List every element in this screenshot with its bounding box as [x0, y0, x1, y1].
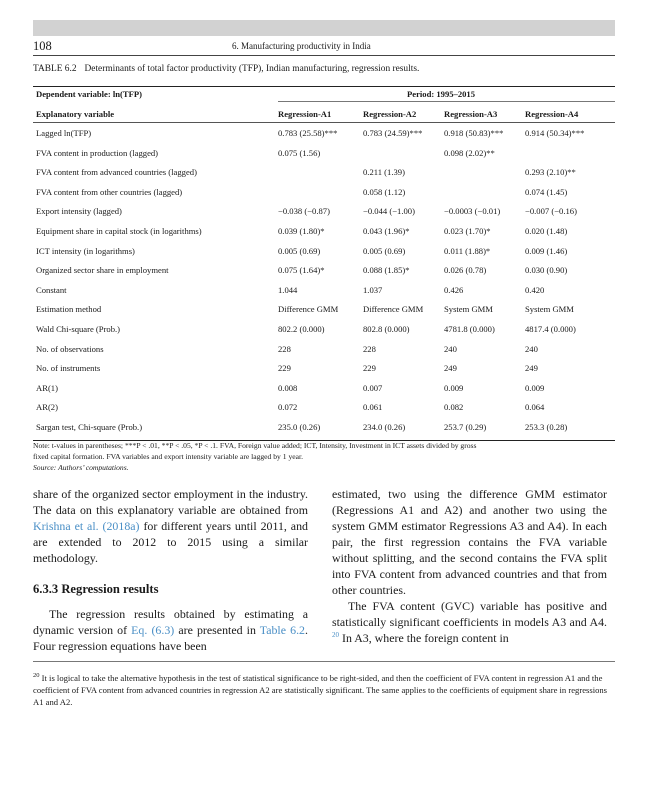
table-label: TABLE 6.2 [33, 64, 77, 74]
table-cell-a1: 0.008 [278, 382, 298, 393]
column-header-a2: Regression-A2 [363, 109, 417, 119]
table-cell-a1: −0.038 (−0.87) [278, 206, 330, 217]
table-cell-variable: FVA content from other countries (lagged) [36, 186, 183, 197]
table-cell-a4: 253.3 (0.28) [525, 422, 568, 432]
period-rule [278, 101, 615, 102]
left-paragraph-2: The regression results obtained by estimating a dynamic version of Eq. (6.3) are presented in Table 6.2. Four regression equations have been [33, 607, 308, 653]
table-cell-a1: 0.075 (1.64)* [278, 265, 325, 276]
column-header-a4: Regression-A4 [525, 109, 579, 119]
equation-link[interactable]: Eq. (6.3) [131, 623, 175, 637]
table-cell-a1: 229 [278, 363, 291, 374]
table-cell-variable: No. of observations [36, 343, 104, 354]
table-cell-a2: 0.061 [363, 402, 383, 413]
table-cell-a3: 0.426 [444, 284, 464, 295]
table-cell-a4: 0.293 (2.10)** [525, 167, 576, 178]
running-head: 6. Manufacturing productivity in India [232, 41, 371, 51]
table-cell-a3: −0.0003 (−0.01) [444, 206, 501, 217]
table-cell-variable: Export intensity (lagged) [36, 206, 122, 217]
left-column [33, 486, 308, 654]
table-cell-a4: 0.074 (1.45) [525, 186, 568, 197]
table-cell-variable: Sargan test, Chi-square (Prob.) [36, 422, 143, 432]
table-cell-a2: 229 [363, 363, 376, 374]
table-link[interactable]: Table 6.2 [259, 623, 305, 637]
table-cell-a1: 1.044 [278, 284, 298, 295]
table-cell-a3: 4781.8 (0.000) [444, 324, 495, 334]
table-top-rule [33, 86, 615, 87]
table-cell-a1: 228 [278, 343, 291, 354]
table-cell-a1: 0.005 (0.69) [278, 245, 321, 256]
table-cell-a1: 235.0 (0.26) [278, 422, 321, 432]
table-cell-variable: Estimation method [36, 304, 102, 315]
section-heading: 6.3.3 Regression results [33, 582, 159, 596]
right-column [332, 486, 607, 646]
table-cell-a2: 0.007 [363, 382, 383, 393]
table-cell-a3: 0.023 (1.70)* [444, 226, 491, 236]
table-cell-a3: 0.918 (50.83)*** [444, 128, 504, 138]
table-cell-a4: 240 [525, 343, 538, 354]
table-cell-a2: 0.005 (0.69) [363, 245, 406, 256]
table-cell-a3: 0.026 (0.78) [444, 265, 487, 276]
table-cell-a4: 249 [525, 363, 538, 374]
footnote [33, 670, 615, 708]
table-cell-a4: 0.009 (1.46) [525, 245, 568, 256]
table-cell-a3: 240 [444, 343, 457, 354]
table-cell-a2: Difference GMM [363, 304, 424, 315]
citation-link[interactable]: Krishna et al. (2018a) [33, 519, 140, 533]
dependent-variable-label: Dependent variable: ln(TFP) [36, 89, 142, 99]
table-cell-variable: Organized sector share in employment [36, 265, 169, 276]
page-top-bar [33, 20, 615, 36]
right-paragraph-1: estimated, two using the difference GMM estimator (Regressions A1 and A2) and another two using the system GMM estimator Regressions A3 and A4). In each pair, the first regression contains the FVA variable without splitting, and the second contains the FVA split into FVA content from advanced countries and that from other countries. [332, 487, 607, 597]
table-cell-a2: 0.088 (1.85)* [363, 265, 410, 276]
table-cell-a2: 802.8 (0.000) [363, 324, 410, 334]
column-header-variable: Explanatory variable [36, 109, 115, 119]
table-cell-variable: Lagged ln(TFP) [36, 128, 92, 138]
table-cell-a4: 0.020 (1.48) [525, 226, 568, 236]
column-header-a1: Regression-A1 [278, 109, 332, 119]
footnote-text: It is logical to take the alternative hypothesis in the test of statistical significance to be right-sided, and then the coefficient of FVA content in regression A1 and the coefficient of FVA content from advanced countries in regression A2 are statistically significant. The same applies to the coefficients of equipment share in regressions A1 and A2. [33, 672, 608, 707]
table-cell-variable: No. of instruments [36, 363, 101, 374]
table-cell-variable: Wald Chi-square (Prob.) [36, 324, 121, 334]
table-cell-a1: 0.072 [278, 402, 298, 413]
table-cell-variable: Equipment share in capital stock (in logarithms) [36, 226, 202, 236]
period-label: Period: 1995–2015 [407, 89, 476, 99]
table-cell-a1: 0.039 (1.80)* [278, 226, 325, 236]
right-paragraph-2: The FVA content (GVC) variable has positive and statistically significant coefficients in models A3 and A4. $^{20}$ In A3, where the foreign content in [332, 599, 607, 645]
table-cell-variable: AR(2) [36, 402, 58, 413]
table-cell-a2: 0.058 (1.12) [363, 186, 406, 197]
table-cell-variable: Constant [36, 284, 67, 295]
table-cell-a3: 249 [444, 363, 457, 374]
table-cell-a4: 0.420 [525, 284, 545, 295]
header-rule [33, 55, 615, 56]
table-cell-variable: AR(1) [36, 382, 58, 393]
table-cell-variable: FVA content from advanced countries (lagged) [36, 167, 197, 178]
table-cell-a2: 0.783 (24.59)*** [363, 128, 423, 138]
table-cell-a3: 0.011 (1.88)* [444, 245, 491, 256]
column-header-a3: Regression-A3 [444, 109, 498, 119]
footnote-number: 20 [33, 672, 40, 679]
table-cell-a4: System GMM [525, 304, 574, 315]
table-note-line-1: Note: t-values in parentheses; ***P < .01, **P < .05, *P < .1. FVA, Foreign value added; ICT, Intensity, Investment in ICT assets divided by gross [33, 441, 477, 450]
table-cell-a4: 0.914 (50.34)*** [525, 128, 585, 138]
table-cell-a1: 802.2 (0.000) [278, 324, 325, 334]
table-cell-a3: 253.7 (0.29) [444, 422, 487, 432]
table-cell-a4: 0.009 [525, 382, 545, 393]
table-cell-a1: Difference GMM [278, 304, 339, 315]
table-cell-variable: FVA content in production (lagged) [36, 147, 159, 158]
table-cell-a3: 0.098 (2.02)** [444, 147, 495, 158]
table-cell-a4: 0.030 (0.90) [525, 265, 568, 276]
table-note-line-2: fixed capital formation. FVA variables and export intensity variable are lagged by 1 year. [33, 452, 303, 461]
table-cell-a1: 0.075 (1.56) [278, 147, 321, 158]
table-cell-a4: 0.064 [525, 402, 545, 413]
left-paragraph-1: share of the organized sector employment in the industry. The data on this explanatory variable are obtained from Krishna et al. (2018a) for different years until 2011, and are extended to 2012 to 2015 using a similar methodology. [33, 487, 308, 565]
page-number: 108 [33, 39, 52, 53]
table-cell-a2: 1.037 [363, 284, 383, 295]
header-bottom-rule [33, 122, 615, 123]
table-cell-a3: 0.009 [444, 382, 464, 393]
table-cell-a2: −0.044 (−1.00) [363, 206, 415, 217]
table-caption [33, 64, 419, 74]
table-cell-a4: 4817.4 (0.000) [525, 324, 576, 334]
table-cell-a2: 228 [363, 343, 376, 354]
table-cell-a3: 0.082 [444, 402, 464, 413]
table-source: Source: Authors’ computations. [33, 463, 129, 472]
table-cell-a1: 0.783 (25.58)*** [278, 128, 338, 138]
footnote-reference[interactable]: 20 [332, 631, 339, 640]
table-cell-a3: System GMM [444, 304, 493, 315]
footnote-rule [33, 661, 615, 662]
table-caption-text: Determinants of total factor productivity (TFP), Indian manufacturing, regression results. [84, 64, 420, 74]
table-cell-a4: −0.007 (−0.16) [525, 206, 577, 217]
table-cell-a2: 0.043 (1.96)* [363, 226, 410, 236]
table-cell-a2: 234.0 (0.26) [363, 422, 406, 432]
table-cell-a2: 0.211 (1.39) [363, 167, 405, 178]
table-cell-variable: ICT intensity (in logarithms) [36, 245, 135, 256]
